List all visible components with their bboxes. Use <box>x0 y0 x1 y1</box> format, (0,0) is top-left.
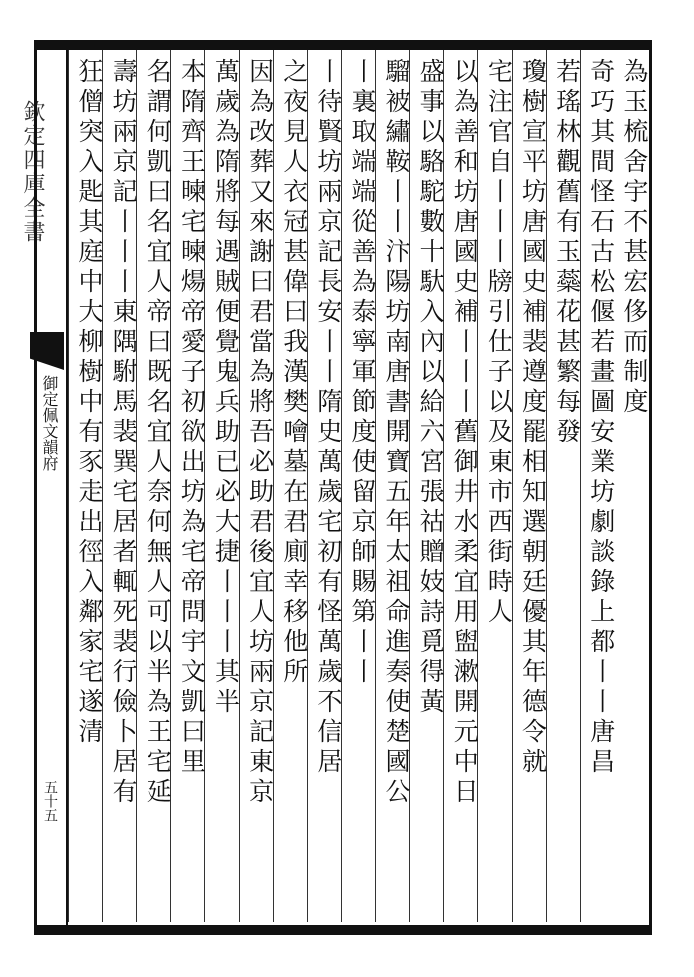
column-text: 盛事以駱駝數十馱入內以給六宮張祜贈妓詩覓得黃 <box>416 58 446 718</box>
column-text: 若瑤林觀舊有玉蘂花甚繁每發 <box>552 58 582 448</box>
text-columns <box>68 50 648 922</box>
margin-title: 欽定四庫全書 <box>20 100 45 244</box>
column-text: 狂僧突入匙其庭中大柳樹中有豕走出徑入鄰家宅遂清 <box>75 58 104 748</box>
margin-page-number: 五十五 <box>42 780 58 822</box>
top-border-bar <box>34 40 652 50</box>
text-column <box>68 50 103 922</box>
column-text: 以為善和坊唐國史補丨丨丨舊御井水柔宜用盥漱開元中日 <box>450 58 480 808</box>
column-text: 瓊樹宣平坊唐國史補裴遵度罷相知選朝廷優其年德令就 <box>518 58 548 778</box>
column-text: 奇巧其間怪石古松偃若畫圖安業坊劇談錄上都丨丨唐昌 <box>586 58 616 778</box>
column-text: 萬歲為隋將每遇賊便覺鬼兵助已必大捷丨丨丨其半 <box>211 58 241 718</box>
column-text: 宅注官自丨丨丨牓引仕子以及東市西街時人 <box>484 58 514 628</box>
column-text: 之夜見人衣冠甚偉曰我漢樊噲墓在君廁幸移他所 <box>279 58 309 688</box>
column-text: 丨裏取端端從善為泰寧軍節度使留京師賜第丨丨 <box>347 58 377 688</box>
margin-book-title: 御定佩文韻府 <box>40 375 59 471</box>
bottom-border-bar <box>34 925 652 935</box>
column-text: 名謂何凱曰名宜人帝曰既名宜人奈何無人可以半為王宅延 <box>143 58 173 808</box>
column-text: 為玉梳舍宇不甚宏侈而制度 <box>619 58 649 418</box>
column-text: 壽坊兩京記丨丨丨東隅駙馬裴巽宅居者輒死裴行儉卜居有 <box>109 58 139 808</box>
column-text: 丨待賢坊兩京記長安丨丨隋史萬歲宅初有怪萬歲不信居 <box>313 58 343 778</box>
column-text: 因為改葬又來謝曰君當為將吾必助君後宜人坊兩京記東京 <box>245 58 275 808</box>
column-text: 本隋齊王暕宅暕煬帝愛子初欲出坊為宅帝問宇文凱曰里 <box>177 58 207 778</box>
column-text: 騮被繡鞍丨丨汴陽坊南唐書開寶五年太祖命進奏使楚國公 <box>382 58 412 808</box>
